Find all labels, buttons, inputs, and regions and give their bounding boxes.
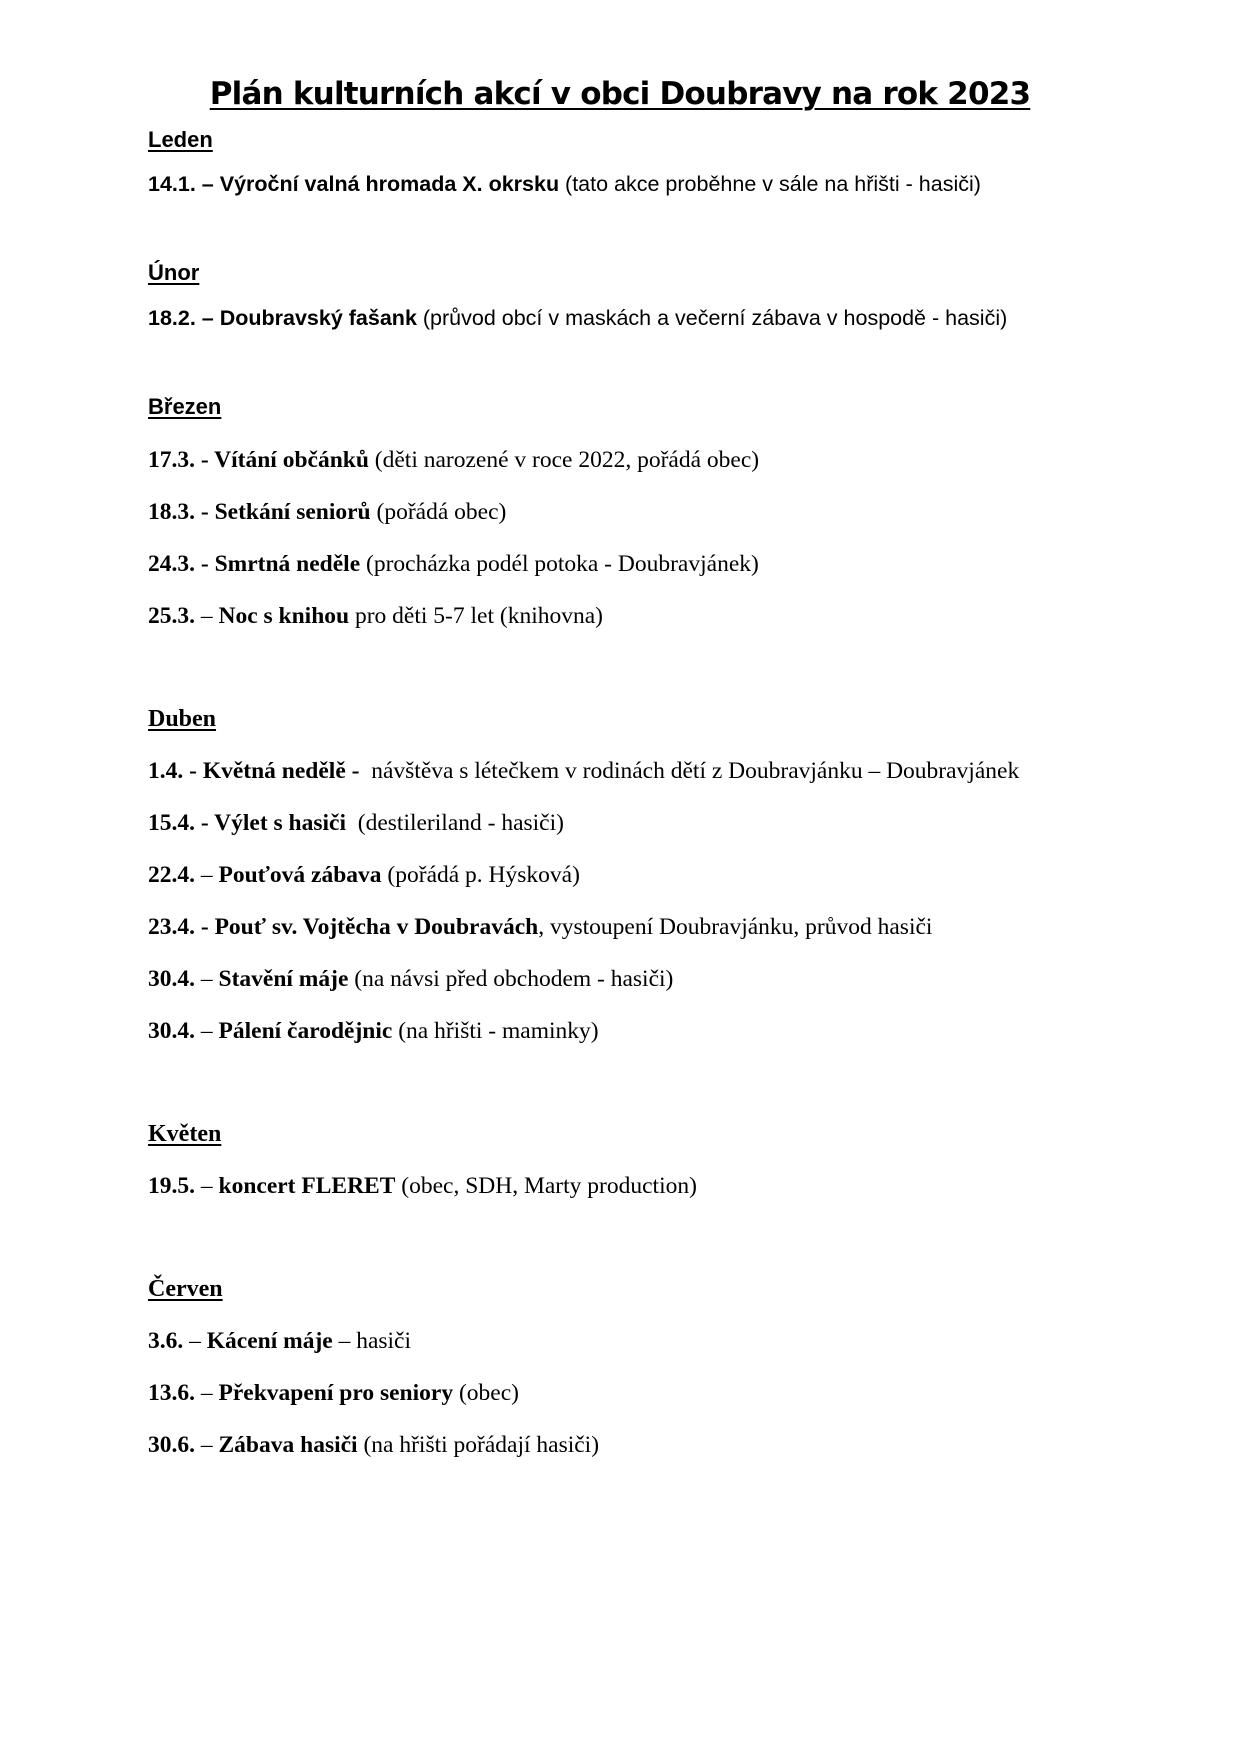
event-title: Pálení čarodějnic <box>218 1018 393 1044</box>
event-details: (procházka podél potoka - Doubravjánek) <box>360 551 759 577</box>
event-title: Kácení máje <box>206 1328 333 1354</box>
event-title: 17.3. - Vítání občánků <box>148 447 369 473</box>
event-dash: – <box>195 1018 219 1044</box>
event-details: (obec, SDH, Marty production) <box>395 1173 697 1199</box>
event-details: (na návsi před obchodem - hasiči) <box>348 966 674 992</box>
event-item <box>148 966 673 993</box>
event-title: 14.1. – Výroční valná hromada X. okrsku <box>148 172 560 196</box>
event-item <box>148 1380 519 1407</box>
event-details: – hasiči <box>332 1328 412 1354</box>
month-heading-unor: Únor <box>148 260 200 285</box>
event-title: Stavění máje <box>218 966 349 992</box>
event-dash: – <box>195 1380 219 1406</box>
event-item <box>148 810 564 837</box>
event-item <box>148 1432 599 1459</box>
event-title: 18.2. – Doubravský fašank <box>148 306 417 330</box>
event-details: pro děti 5-7 let (knihovna) <box>349 603 603 629</box>
event-item <box>148 172 981 197</box>
event-details: (na hřišti - maminky) <box>392 1018 599 1044</box>
event-dash: – <box>195 1432 219 1458</box>
event-title: Zábava hasiči <box>218 1432 358 1458</box>
month-heading-leden: Leden <box>148 127 213 152</box>
event-details: (na hřišti pořádají hasiči) <box>357 1432 600 1458</box>
event-date: 19.5. <box>148 1173 195 1199</box>
page-title: Plán kulturních akcí v obci Doubravy na rok 2023 <box>209 76 1031 112</box>
event-details: (destileriland - hasiči) <box>346 810 564 836</box>
month-heading-duben: Duben <box>148 706 217 732</box>
event-title: Noc s knihou <box>218 603 350 629</box>
event-item <box>148 1328 411 1355</box>
event-item <box>148 551 759 578</box>
event-details: návštěva s létečkem v rodinách dětí z Doubravjánku – Doubravjánek <box>359 758 1020 784</box>
event-details: (pořádá p. Hýsková) <box>381 862 580 888</box>
event-title: 1.4. - Květná nedělě - <box>148 758 360 784</box>
event-item <box>148 862 580 889</box>
event-dash: – <box>195 966 219 992</box>
event-details: (obec) <box>453 1380 519 1406</box>
event-date: 25.3. <box>148 603 195 629</box>
event-details: (tato akce proběhne v sále na hřišti - hasiči) <box>559 172 981 196</box>
event-details: (děti narozené v roce 2022, pořádá obec) <box>368 447 760 473</box>
event-title: 15.4. - Výlet s hasiči <box>148 810 347 836</box>
event-item <box>148 499 506 526</box>
event-item <box>148 914 932 941</box>
event-dash: – <box>183 1328 207 1354</box>
event-title: 18.3. - Setkání seniorů <box>148 499 371 525</box>
event-dash: – <box>195 862 219 888</box>
event-item <box>148 1018 599 1045</box>
event-dash: – <box>195 603 219 629</box>
event-date: 13.6. <box>148 1380 195 1406</box>
event-item <box>148 758 1019 785</box>
event-title: 24.3. - Smrtná neděle <box>148 551 361 577</box>
event-details: (průvod obcí v maskách a večerní zábava v hospodě - hasiči) <box>416 306 1008 330</box>
event-item <box>148 306 1007 331</box>
event-item <box>148 603 603 630</box>
event-date: 30.4. <box>148 966 195 992</box>
month-heading-kveten: Květen <box>148 1121 222 1147</box>
event-details: , vystoupení Doubravjánku, průvod hasiči <box>538 914 933 940</box>
event-title: Pouťová zábava <box>218 862 382 888</box>
event-item <box>148 447 759 474</box>
month-heading-brezen: Březen <box>148 394 222 419</box>
event-item <box>148 1173 697 1200</box>
event-title: 23.4. - Pouť sv. Vojtěcha v Doubravách <box>148 914 539 940</box>
event-title: koncert FLERET <box>218 1173 396 1199</box>
event-date: 30.4. <box>148 1018 195 1044</box>
month-heading-cerven: Červen <box>148 1276 223 1302</box>
event-details: (pořádá obec) <box>370 499 507 525</box>
event-date: 22.4. <box>148 862 195 888</box>
event-dash: – <box>195 1173 219 1199</box>
event-title: Překvapení pro seniory <box>218 1380 454 1406</box>
event-date: 3.6. <box>148 1328 184 1354</box>
event-date: 30.6. <box>148 1432 195 1458</box>
